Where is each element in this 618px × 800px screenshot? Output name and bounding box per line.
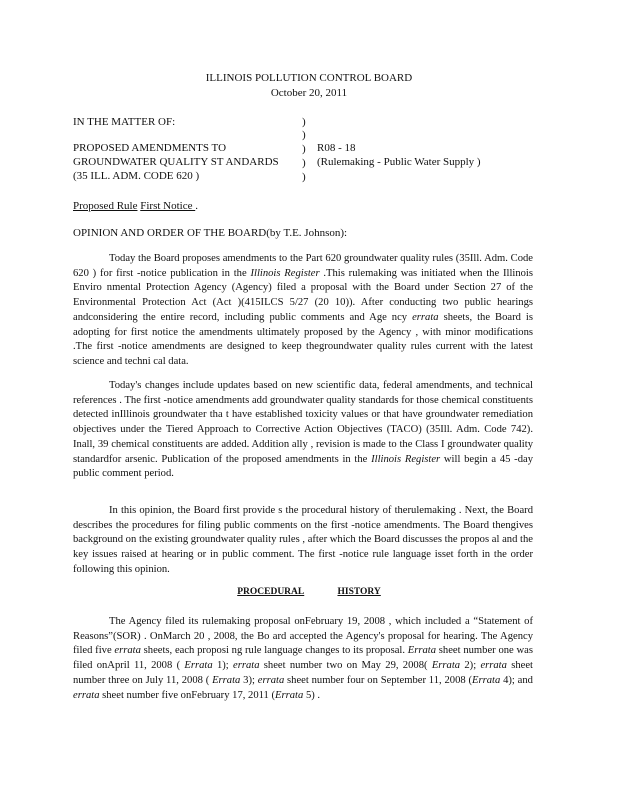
text-run: sheets, the Board is adopting for first notice the amendments ultimately proposed by the Agency , with minor modifications .The first -notice amendments are designed to keep thegroundwater quality rules current with the latest science and techni cal data. xyxy=(73,311,533,367)
text-run: sheet number three on July 11, 2008 ( xyxy=(73,660,533,686)
text-run: Today's changes include updates based on new scientific data, federal amendments, and technical references . The first -notice amendments add groundwater quality standards for those chemical constituents detected inIllinois groundwater tha t have established toxicity values or that have groundwater remediation objectives under the Tiered Approach to Corrective Action Objectives (TACO) (35Ill. Adm. Code 742). Inall, 39 chemical constituents are added. Addition ally , revision is made to the Class I groundwater quality standardfor arsenic. Publication of the proposed amendments in the xyxy=(73,380,533,465)
opinion-heading: OPINION AND ORDER OF THE BOARD(by T.E. Johnson): xyxy=(73,227,348,239)
italic-run: Errata xyxy=(212,674,241,686)
paragraph-procedural-history xyxy=(73,615,533,703)
caption-line-2: GROUNDWATER QUALITY ST ANDARDS xyxy=(73,156,279,168)
italic-run: Illinois Register xyxy=(371,453,441,465)
text-run: 3); xyxy=(240,674,258,686)
caption-line-3: (35 ILL. ADM. CODE 620 ) xyxy=(73,170,200,182)
text-run: sheet number one was filed onApril 11, 2008 ( xyxy=(73,645,533,672)
caption-paren: ) xyxy=(302,129,306,141)
italic-run: errata xyxy=(114,645,141,657)
text-run: sheet number two on May 29, 2008( xyxy=(259,660,432,672)
docket-number: R08 - 18 xyxy=(317,142,356,154)
italic-run: Errata xyxy=(472,674,501,686)
italic-run: errata xyxy=(257,674,285,686)
section-heading xyxy=(0,587,618,597)
text-run: .This rulemaking was initiated when the Illinois Enviro nmental Protection Agency (Agency) filed a proposal with the Board under Section 27 of the Environmental Protection Act (Act )(415ILCS 5/27 (20 10)). After conducting two public hearings andconsidering the entire record, including public comments and Age ncy xyxy=(73,267,533,323)
notice-first: First Notice xyxy=(140,200,196,212)
italic-run: Errata xyxy=(275,689,304,701)
text-run: In this opinion, the Board first provide s the procedural history of therulemaking . Next, the Board describes the procedures for filing public comments on the first -notice amendments. The Board thengives background on the existing groundwater quality rules , after which the Board discusses the propos al and the key issues raised at hearing or in public comment. The first -notice rule language isset forth in the order following this opinion. xyxy=(73,505,533,575)
italic-run: errata xyxy=(412,311,439,323)
text-run: 2); xyxy=(460,660,481,672)
italic-run: errata xyxy=(233,660,260,672)
caption-paren: ) xyxy=(302,171,306,183)
italic-run: Illinois Register xyxy=(250,267,320,279)
notice-rule: Proposed Rule xyxy=(73,200,138,212)
section-word: HISTORY xyxy=(337,587,381,597)
section-word: PROCEDURAL xyxy=(237,587,305,597)
matter-heading: IN THE MATTER OF: xyxy=(73,116,176,128)
paragraph-intro xyxy=(73,252,533,370)
paragraph-outline xyxy=(73,504,533,578)
rulemaking-type: (Rulemaking - Public Water Supply ) xyxy=(317,156,481,168)
text-run: 1); xyxy=(212,660,234,672)
text-run: sheet number five onFebruary 17, 2011 ( xyxy=(99,689,276,701)
italic-run: Errata xyxy=(431,660,461,672)
text-run: sheets, each proposi ng rule language changes to its proposal. xyxy=(140,645,408,657)
caption-paren: ) xyxy=(302,143,306,155)
caption-paren: ) xyxy=(302,157,306,169)
notice-line xyxy=(73,200,198,212)
italic-run: errata xyxy=(73,689,100,701)
text-run: Today the Board proposes amendments to the Part 620 groundwater quality rules (35Ill. Adm. Code 620 ) for first -notice publication in the xyxy=(73,253,533,279)
text-run: 5) . xyxy=(303,689,321,701)
opinion-date: October 20, 2011 xyxy=(270,87,348,99)
text-run: will begin a 45 -day public comment period. xyxy=(73,453,533,480)
text-run: 4); and xyxy=(500,674,533,686)
caption-paren: ) xyxy=(302,116,306,128)
caption-line-1: PROPOSED AMENDMENTS TO xyxy=(73,142,227,154)
text-run: The Agency filed its rulemaking proposal onFebruary 19, 2008 , which included a “Statement of Reasons”(SOR) . OnMarch 20 , 2008, the Bo ard accepted the Agency's proposal for hearing. The Agency filed five xyxy=(73,616,533,657)
italic-run: Errata xyxy=(184,660,213,672)
paragraph-changes xyxy=(73,379,533,482)
italic-run: Errata xyxy=(407,645,437,657)
italic-run: errata xyxy=(480,660,507,672)
board-name: ILLINOIS POLLUTION CONTROL BOARD xyxy=(205,72,413,84)
text-run: sheet number four on September 11, 2008 ( xyxy=(284,674,473,686)
notice-period: . xyxy=(195,200,198,212)
